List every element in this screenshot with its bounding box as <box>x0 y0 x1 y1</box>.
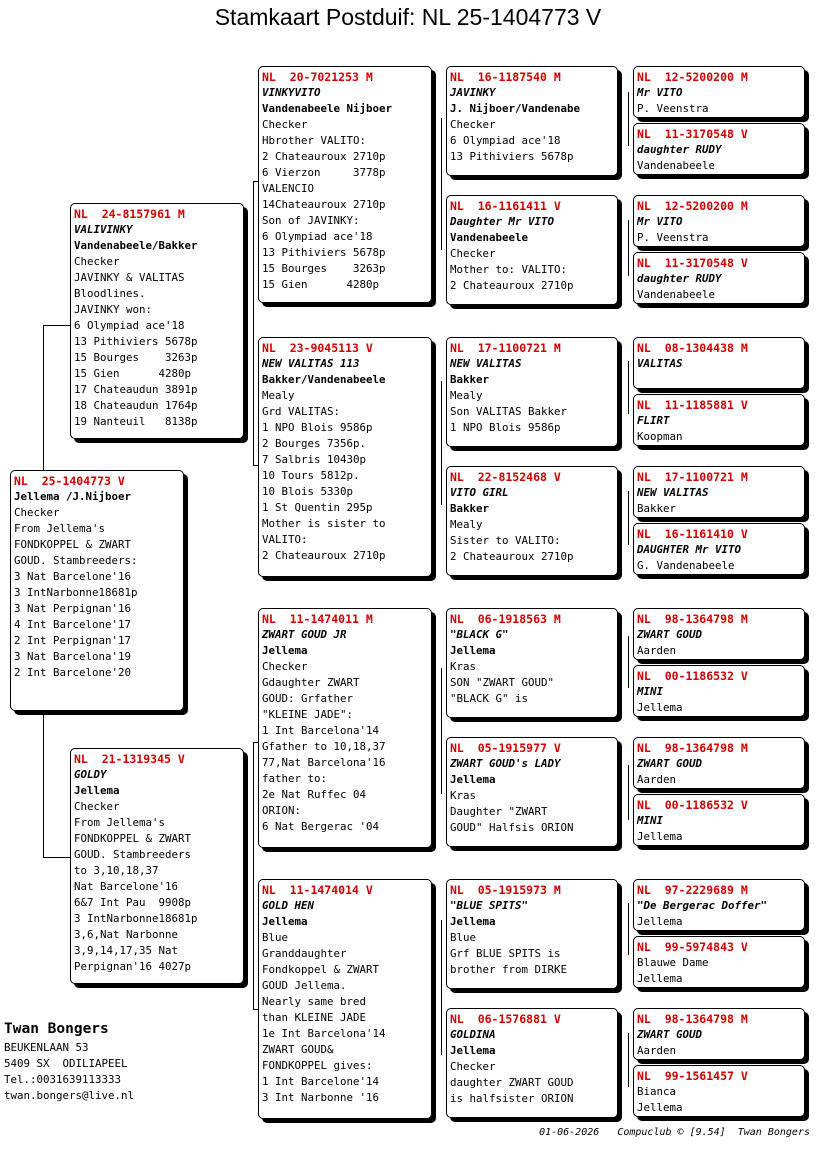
pigeon-owner: P. Veenstra <box>637 102 709 115</box>
connector-line <box>628 491 629 545</box>
note-line: 1 NPO Blois 9586p <box>450 421 561 434</box>
note-line: 6 Olympiad ace'18 <box>262 230 373 243</box>
note-line: 3 Nat Barcelona'19 <box>14 650 132 663</box>
note-line: 1 Int Barcelone'14 <box>262 1075 380 1088</box>
connector-line <box>441 668 442 794</box>
pigeon-card-mmm[interactable] <box>446 1008 618 1118</box>
connector-line <box>441 118 442 250</box>
note-line: 6 Olympiad ace'18 <box>450 134 561 147</box>
note-line: 2 Chateauroux 2710p <box>450 550 574 563</box>
ring-number: NL 12-5200200 M <box>637 199 748 213</box>
ring-number: NL 06-1576881 V <box>450 1012 561 1026</box>
pigeon-card-subject[interactable] <box>10 470 184 711</box>
note-line: 10 Tours 5812p. <box>262 469 360 482</box>
note-line: Mealy <box>262 389 295 402</box>
ring-number: NL 17-1100721 M <box>450 341 561 355</box>
pigeon-owner: Jellema <box>637 915 683 928</box>
ring-number: NL 24-8157961 M <box>74 207 185 221</box>
pigeon-name: VINKYVITO <box>262 86 321 99</box>
pigeon-owner: P. Veenstra <box>637 231 709 244</box>
ring-number: NL 06-1918563 M <box>450 612 561 626</box>
note-line: Grf BLUE SPITS is <box>450 947 561 960</box>
note-line: than KLEINE JADE <box>262 1011 367 1024</box>
pigeon-owner: Bakker <box>450 373 490 386</box>
pigeon-name: ZWART GOUD's LADY <box>450 757 561 770</box>
connector-line <box>628 361 629 414</box>
pigeon-owner: Vandenabeele Nijboer <box>262 102 393 115</box>
pigeon-card-ff[interactable] <box>258 66 432 303</box>
pigeon-name: GOLDY <box>74 768 107 781</box>
pigeon-card-mmf[interactable] <box>446 879 618 989</box>
connector-line <box>441 381 442 505</box>
breeder-city: 5409 SX ODILIAPEEL <box>4 1057 128 1070</box>
ring-number: NL 21-1319345 V <box>74 752 185 766</box>
note-line: "BLACK G" is <box>450 692 529 705</box>
pigeon-card-g1[interactable] <box>633 66 805 118</box>
pigeon-card-mfm[interactable] <box>446 737 618 847</box>
pigeon-card-fm[interactable] <box>258 337 432 577</box>
note-line: JAVINKY & VALITAS <box>74 271 185 284</box>
note-line: 15 Bourges 3263p <box>262 262 386 275</box>
pigeon-owner-extra: Jellema <box>637 1101 683 1114</box>
pigeon-card-g10[interactable] <box>633 665 805 717</box>
note-line: 6&7 Int Pau 9908p <box>74 896 192 909</box>
pigeon-card-g9[interactable] <box>633 608 805 660</box>
note-line: 2 Bourges 7356p. <box>262 437 367 450</box>
ring-number: NL 99-1561457 V <box>637 1069 748 1083</box>
note-line: 2 Int Perpignan'17 <box>14 634 132 647</box>
pigeon-name: VALIVINKY <box>74 223 133 236</box>
note-line: GOUD. Stambreeders: <box>14 554 138 567</box>
pigeon-card-g15[interactable] <box>633 1008 805 1060</box>
note-line: Checker <box>450 247 496 260</box>
pigeon-owner: Vandenabeele <box>450 231 529 244</box>
note-line: ZWART GOUD& <box>262 1043 334 1056</box>
note-line: Nat Barcelone'16 <box>74 880 179 893</box>
ring-number: NL 12-5200200 M <box>637 70 748 84</box>
pigeon-card-fmf[interactable] <box>446 337 618 447</box>
ring-number: NL 05-1915977 V <box>450 741 561 755</box>
pigeon-name: GOLDINA <box>450 1028 496 1041</box>
note-line: 13 Pithiviers 5678p <box>74 335 198 348</box>
pigeon-card-g4[interactable] <box>633 252 805 304</box>
breeder-tel: Tel.:0031639113333 <box>4 1073 122 1086</box>
pigeon-name: Mr VITO <box>637 86 683 99</box>
connector-line <box>441 920 442 1055</box>
pigeon-name: DAUGHTER Mr VITO <box>637 543 742 556</box>
note-line: 13 Pithiviers 5678p <box>262 246 386 259</box>
note-line: daughter ZWART GOUD <box>450 1076 574 1089</box>
pigeon-name: VITO GIRL <box>450 486 509 499</box>
pigeon-card-g7[interactable] <box>633 466 805 518</box>
note-line: Blue <box>262 931 289 944</box>
pigeon-card-fff[interactable] <box>446 66 618 176</box>
pigeon-name: daughter RUDY <box>637 272 722 285</box>
note-line: 2 Int Barcelone'20 <box>14 666 132 679</box>
pigeon-card-ffm[interactable] <box>446 195 618 305</box>
ring-number: NL 97-2229689 M <box>637 883 748 897</box>
ring-number: NL 25-1404773 V <box>14 474 125 488</box>
ring-number: NL 98-1364798 M <box>637 741 748 755</box>
pigeon-owner: Bianca <box>637 1085 677 1098</box>
note-line: Mother is sister to <box>262 517 386 530</box>
ring-number: NL 00-1186532 V <box>637 798 748 812</box>
pigeon-owner: Vandenabeele <box>637 159 716 172</box>
pigeon-owner: Vandenabeele/Bakker <box>74 239 198 252</box>
note-line: Checker <box>450 118 496 131</box>
note-line: Kras <box>450 789 477 802</box>
pigeon-owner: J. Nijboer/Vandenabe <box>450 102 581 115</box>
ring-number: NL 00-1186532 V <box>637 669 748 683</box>
pigeon-name: "BLUE SPITS" <box>450 899 529 912</box>
ring-number: NL 11-3170548 V <box>637 256 748 270</box>
pigeon-card-g13[interactable] <box>633 879 805 931</box>
note-line: FONDKOPPEL & ZWART <box>14 538 132 551</box>
ring-number: NL 11-1474014 V <box>262 883 373 897</box>
note-line: From Jellema's <box>14 522 106 535</box>
pigeon-card-mf[interactable] <box>258 608 432 848</box>
note-line: 14Chateauroux 2710p <box>262 198 386 211</box>
note-line: 3 IntNarbonne18681p <box>74 912 198 925</box>
note-line: Mealy <box>450 389 483 402</box>
note-line: 4 Int Barcelone'17 <box>14 618 132 631</box>
ring-number: NL 17-1100721 M <box>637 470 748 484</box>
note-line: 17 Chateaudun 3891p <box>74 383 198 396</box>
connector-line <box>43 712 44 858</box>
pigeon-owner: Aarden <box>637 644 677 657</box>
pigeon-card-father[interactable] <box>70 203 244 439</box>
pigeon-name: ZWART GOUD <box>637 757 703 770</box>
pigeon-card-fmm[interactable] <box>446 466 618 576</box>
note-line: "KLEINE JADE": <box>262 708 354 721</box>
ring-number: NL 16-1161410 V <box>637 527 748 541</box>
note-line: 1 NPO Blois 9586p <box>262 421 373 434</box>
connector-line <box>628 220 629 276</box>
pigeon-owner: Aarden <box>637 773 677 786</box>
note-line: Checker <box>450 1060 496 1073</box>
note-line: Checker <box>14 506 60 519</box>
connector-line <box>628 1033 629 1087</box>
pigeon-card-mother[interactable] <box>70 748 244 984</box>
note-line: 15 Bourges 3263p <box>74 351 198 364</box>
note-line: 1 Int Barcelona'14 <box>262 724 380 737</box>
note-line: Bloodlines. <box>74 287 146 300</box>
note-line: GOUD" Halfsis ORION <box>450 821 574 834</box>
note-line: 18 Chateaudun 1764p <box>74 399 198 412</box>
pigeon-name: VALITAS <box>637 357 683 370</box>
pigeon-name: MINI <box>637 685 664 698</box>
pigeon-card-mm[interactable] <box>258 879 432 1119</box>
pigeon-name: Mr VITO <box>637 215 683 228</box>
pigeon-owner: Jellema <box>450 1044 496 1057</box>
ring-number: NL 11-3170548 V <box>637 127 748 141</box>
pigeon-name: FLIRT <box>637 414 670 427</box>
note-line: 1 St Quentin 295p <box>262 501 373 514</box>
ring-number: NL 98-1364798 M <box>637 612 748 626</box>
ring-number: NL 16-1161411 V <box>450 199 561 213</box>
note-line: Fondkoppel & ZWART <box>262 963 380 976</box>
pigeon-card-g8[interactable] <box>633 523 805 575</box>
note-line: 7 Salbris 10430p <box>262 453 367 466</box>
note-line: 2 Chateauroux 2710p <box>262 549 386 562</box>
breeder-address <box>4 1018 134 1104</box>
pigeon-owner: Jellema <box>450 915 496 928</box>
note-line: GOUD: Grfather <box>262 692 354 705</box>
ring-number: NL 05-1915973 M <box>450 883 561 897</box>
pigeon-name: MINI <box>637 814 664 827</box>
note-line: 15 Gien 4280p <box>74 367 192 380</box>
pigeon-owner: G. Vandenabeele <box>637 559 735 572</box>
note-line: ORION: <box>262 804 302 817</box>
pigeon-card-g6[interactable] <box>633 394 805 446</box>
pigeon-card-g2[interactable] <box>633 123 805 175</box>
note-line: 10 Blois 5330p <box>262 485 354 498</box>
note-line: 3 Int Narbonne '16 <box>262 1091 380 1104</box>
pigeon-name: NEW VALITAS <box>637 486 709 499</box>
note-line: Sister to VALITO: <box>450 534 561 547</box>
note-line: Grd VALITAS: <box>262 405 341 418</box>
note-line: VALENCIO <box>262 182 315 195</box>
ring-number: NL 08-1304438 M <box>637 341 748 355</box>
note-line: 13 Pithiviers 5678p <box>450 150 574 163</box>
ring-number: NL 98-1364798 M <box>637 1012 748 1026</box>
breeder-street: BEUKENLAAN 53 <box>4 1041 89 1054</box>
note-line: father to: <box>262 772 328 785</box>
note-line: Mealy <box>450 518 483 531</box>
connector-line <box>43 325 70 326</box>
note-line: is halfsister ORION <box>450 1092 574 1105</box>
pigeon-owner: Bakker/Vandenabeele <box>262 373 386 386</box>
pigeon-card-g5[interactable] <box>633 337 805 389</box>
note-line: 1e Int Barcelona'14 <box>262 1027 386 1040</box>
note-line: Hbrother VALITO: <box>262 134 367 147</box>
pigeon-owner: Jellema <box>637 701 683 714</box>
pigeon-name: ZWART GOUD JR <box>262 628 347 641</box>
note-line: Gdaughter ZWART <box>262 676 360 689</box>
footer-text: 01-06-2026 Compuclub © [9.54] Twan Bongers <box>539 1127 810 1138</box>
note-line: Gfather to 10,18,37 <box>262 740 386 753</box>
connector-line <box>628 903 629 955</box>
pigeon-name: daughter RUDY <box>637 143 722 156</box>
note-line: Son VALITAS Bakker <box>450 405 568 418</box>
pigeon-name: "BLACK G" <box>450 628 509 641</box>
pigeon-name: Daughter Mr VITO <box>450 215 555 228</box>
note-line: VALITO: <box>262 533 308 546</box>
breeder-email: twan.bongers@live.nl <box>4 1089 135 1102</box>
note-line: 3,9,14,17,35 Nat <box>74 944 179 957</box>
note-line: Nearly same bred <box>262 995 367 1008</box>
note-line: Checker <box>74 255 120 268</box>
pigeon-name: "De Bergerac Doffer" <box>637 899 768 912</box>
pigeon-owner: Jellema <box>637 830 683 843</box>
pigeon-name: ZWART GOUD <box>637 1028 703 1041</box>
note-line: Checker <box>74 800 120 813</box>
ring-number: NL 20-7021253 M <box>262 70 373 84</box>
note-line: 3 Nat Perpignan'16 <box>14 602 132 615</box>
pigeon-owner: Aarden <box>637 1044 677 1057</box>
ring-number: NL 11-1185881 V <box>637 398 748 412</box>
note-line: SON "ZWART GOUD" <box>450 676 555 689</box>
connector-line <box>628 636 629 688</box>
note-line: Mother to: VALITO: <box>450 263 568 276</box>
connector-line <box>628 765 629 820</box>
note-line: 6 Vierzon 3778p <box>262 166 386 179</box>
note-line: 3,6,Nat Narbonne <box>74 928 179 941</box>
pigeon-card-g11[interactable] <box>633 737 805 789</box>
note-line: Checker <box>262 660 308 673</box>
pigeon-name: GOLD HEN <box>262 899 315 912</box>
note-line: 3 Nat Barcelone'16 <box>14 570 132 583</box>
pigeon-owner: Jellema <box>450 644 496 657</box>
ring-number: NL 99-5974843 V <box>637 940 748 954</box>
pigeon-name: ZWART GOUD <box>637 628 703 641</box>
note-line: brother from DIRKE <box>450 963 568 976</box>
connector-line <box>253 181 254 466</box>
ring-number: NL 16-1187540 M <box>450 70 561 84</box>
pigeon-owner: Jellema <box>262 915 308 928</box>
note-line: 3 IntNarbonne18681p <box>14 586 138 599</box>
pigeon-owner: Koopman <box>637 430 683 443</box>
note-line: to 3,10,18,37 <box>74 864 159 877</box>
note-line: Son of JAVINKY: <box>262 214 360 227</box>
note-line: 6 Olympiad ace'18 <box>74 319 185 332</box>
note-line: Kras <box>450 660 477 673</box>
pigeon-card-g16[interactable] <box>633 1065 805 1117</box>
pigeon-owner: Jellema <box>262 644 308 657</box>
note-line: 2e Nat Ruffec 04 <box>262 788 367 801</box>
ring-number: NL 22-8152468 V <box>450 470 561 484</box>
pigeon-name: NEW VALITAS 113 <box>262 357 360 370</box>
ring-number: NL 23-9045113 V <box>262 341 373 355</box>
page-title: Stamkaart Postduif: NL 25-1404773 V <box>214 4 602 30</box>
note-line: 77,Nat Barcelona'16 <box>262 756 386 769</box>
breeder-name: Twan Bongers <box>4 1021 109 1037</box>
note-line: Daughter "ZWART <box>450 805 548 818</box>
note-line: Granddaughter <box>262 947 347 960</box>
note-line: Perpignan'16 4027p <box>74 960 192 973</box>
connector-line <box>253 742 254 1010</box>
note-line: Checker <box>262 118 308 131</box>
pigeon-owner: Bakker <box>450 502 490 515</box>
pigeon-owner: Bakker <box>637 502 677 515</box>
pigeon-card-g14[interactable] <box>633 936 805 988</box>
note-line: 6 Nat Bergerac '04 <box>262 820 380 833</box>
note-line: GOUD Jellema. <box>262 979 347 992</box>
note-line: 15 Gien 4280p <box>262 278 380 291</box>
pigeon-owner: Jellema <box>74 784 120 797</box>
pigeon-owner: Jellema <box>450 773 496 786</box>
ring-number: NL 11-1474011 M <box>262 612 373 626</box>
note-line: GOUD. Stambreeders <box>74 848 192 861</box>
note-line: 19 Nanteuil 8138p <box>74 415 198 428</box>
pigeon-owner: Vandenabeele <box>637 288 716 301</box>
pigeon-card-g3[interactable] <box>633 195 805 247</box>
note-line: From Jellema's <box>74 816 166 829</box>
connector-line <box>628 92 629 146</box>
note-line: Blue <box>450 931 477 944</box>
connector-line <box>43 857 70 858</box>
pigeon-owner: Blauwe Dame <box>637 956 709 969</box>
note-line: 2 Chateauroux 2710p <box>450 279 574 292</box>
note-line: FONDKOPPEL & ZWART <box>74 832 192 845</box>
note-line: FONDKOPPEL gives: <box>262 1059 373 1072</box>
note-line: JAVINKY won: <box>74 303 153 316</box>
pigeon-owner: Jellema /J.Nijboer <box>14 490 132 503</box>
pigeon-name: NEW VALITAS <box>450 357 522 370</box>
connector-line <box>43 325 44 470</box>
pigeon-card-mff[interactable] <box>446 608 618 718</box>
pigeon-owner-extra: Jellema <box>637 972 683 985</box>
note-line: 2 Chateauroux 2710p <box>262 150 386 163</box>
pigeon-name: JAVINKY <box>450 86 496 99</box>
pigeon-card-g12[interactable] <box>633 794 805 846</box>
